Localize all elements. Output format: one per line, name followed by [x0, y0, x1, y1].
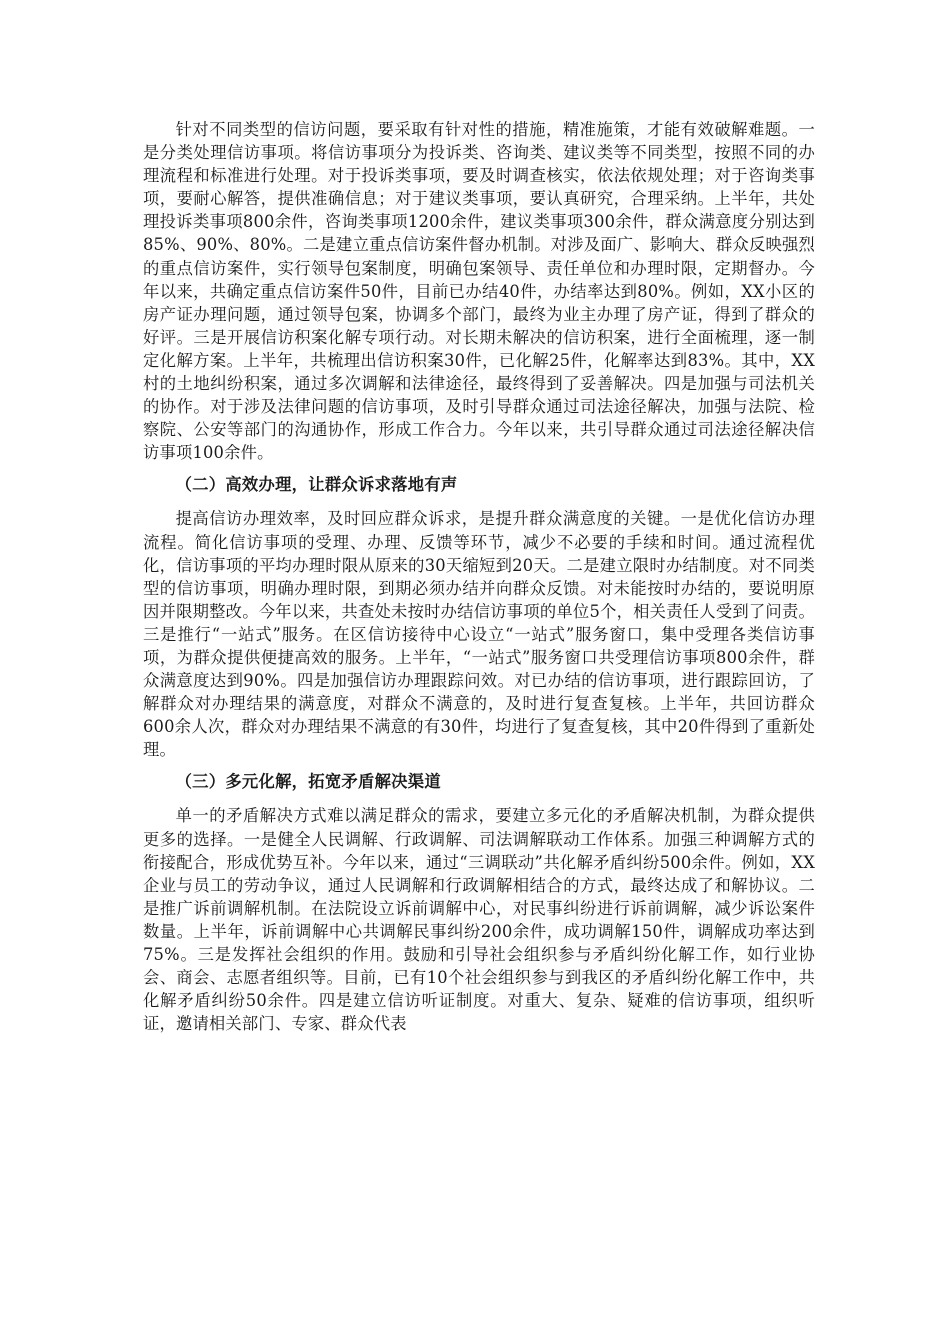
document-page	[143, 118, 815, 1035]
paragraph-efficient-handling: 提高信访办理效率，及时回应群众诉求，是提升群众满意度的关键。一是优化信访办理流程。简化信访事项的受理、办理、反馈等环节，减少不必要的手续和时间。通过流程优化，信访事项的平均办理时限从原来的30天缩短到20天。二是建立限时办结制度。对不同类型的信访事项，明确办理时限，到期必须办结并向群众反馈。对未能按时办结的，要说明原因并限期整改。今年以来，共查处未按时办结信访事项的单位5个，相关责任人受到了问责。三是推行“一站式”服务。在区信访接待中心设立“一站式”服务窗口，集中受理各类信访事项，为群众提供便捷高效的服务。上半年，“一站式”服务窗口共受理信访事项800余件，群众满意度达到90%。四是加强信访办理跟踪问效。对已办结的信访事项，进行跟踪回访，了解群众对办理结果的满意度，对群众不满意的，及时进行复查复核。上半年，共回访群众600余人次，群众对办理结果不满意的有30件，均进行了复查复核，其中20件得到了重新处理。	[143, 509, 815, 760]
section-heading-diversified-resolution: （三）多元化解，拓宽矛盾解决渠道	[175, 772, 441, 792]
paragraph-diversified-resolution: 单一的矛盾解决方式难以满足群众的需求，要建立多元化的矛盾解决机制，为群众提供更多的选择。一是健全人民调解、行政调解、司法调解联动工作体系。加强三种调解方式的衔接配合，形成优势互补。今年以来，通过“三调联动”共化解矛盾纠纷500余件。例如，XX企业与员工的劳动争议，通过人民调解和行政调解相结合的方式，最终达成了和解协议。二是推广诉前调解机制。在法院设立诉前调解中心，对民事纠纷进行诉前调解，减少诉讼案件数量。上半年，诉前调解中心共调解民事纠纷200余件，成功调解150件，调解成功率达到75%。三是发挥社会组织的作用。鼓励和引导社会组织参与矛盾纠纷化解工作，如行业协会、商会、志愿者组织等。目前，已有10个社会组织参与到我区的矛盾纠纷化解工作中，共化解矛盾纠纷50余件。四是建立信访听证制度。对重大、复杂、疑难的信访事项，组织听证，邀请相关部门、专家、群众代表	[143, 806, 815, 1034]
section-heading-efficient-handling: （二）高效办理，让群众诉求落地有声	[175, 475, 458, 495]
paragraph-targeted-measures: 针对不同类型的信访问题，要采取有针对性的措施，精准施策，才能有效破解难题。一是分类处理信访事项。将信访事项分为投诉类、咨询类、建议类等不同类型，按照不同的办理流程和标准进行处理。对于投诉类事项，要及时调查核实，依法依规处理；对于咨询类事项，要耐心解答，提供准确信息；对于建议类事项，要认真研究，合理采纳。上半年，共处理投诉类事项800余件，咨询类事项1200余件，建议类事项300余件，群众满意度分别达到85%、90%、80%。二是建立重点信访案件督办机制。对涉及面广、影响大、群众反映强烈的重点信访案件，实行领导包案制度，明确包案领导、责任单位和办理时限，定期督办。今年以来，共确定重点信访案件50件，目前已办结40件，办结率达到80%。例如，XX小区的房产证办理问题，通过领导包案，协调多个部门，最终为业主办理了房产证，得到了群众的好评。三是开展信访积案化解专项行动。对长期未解决的信访积案，进行全面梳理，逐一制定化解方案。上半年，共梳理出信访积案30件，已化解25件，化解率达到83%。其中，XX村的土地纠纷积案，通过多次调解和法律途径，最终得到了妥善解决。四是加强与司法机关的协作。对于涉及法律问题的信访事项，及时引导群众通过司法途径解决，加强与法院、检察院、公安等部门的沟通协作，形成工作合力。今年以来，共引导群众通过司法途径解决信访事项100余件。	[143, 120, 815, 463]
